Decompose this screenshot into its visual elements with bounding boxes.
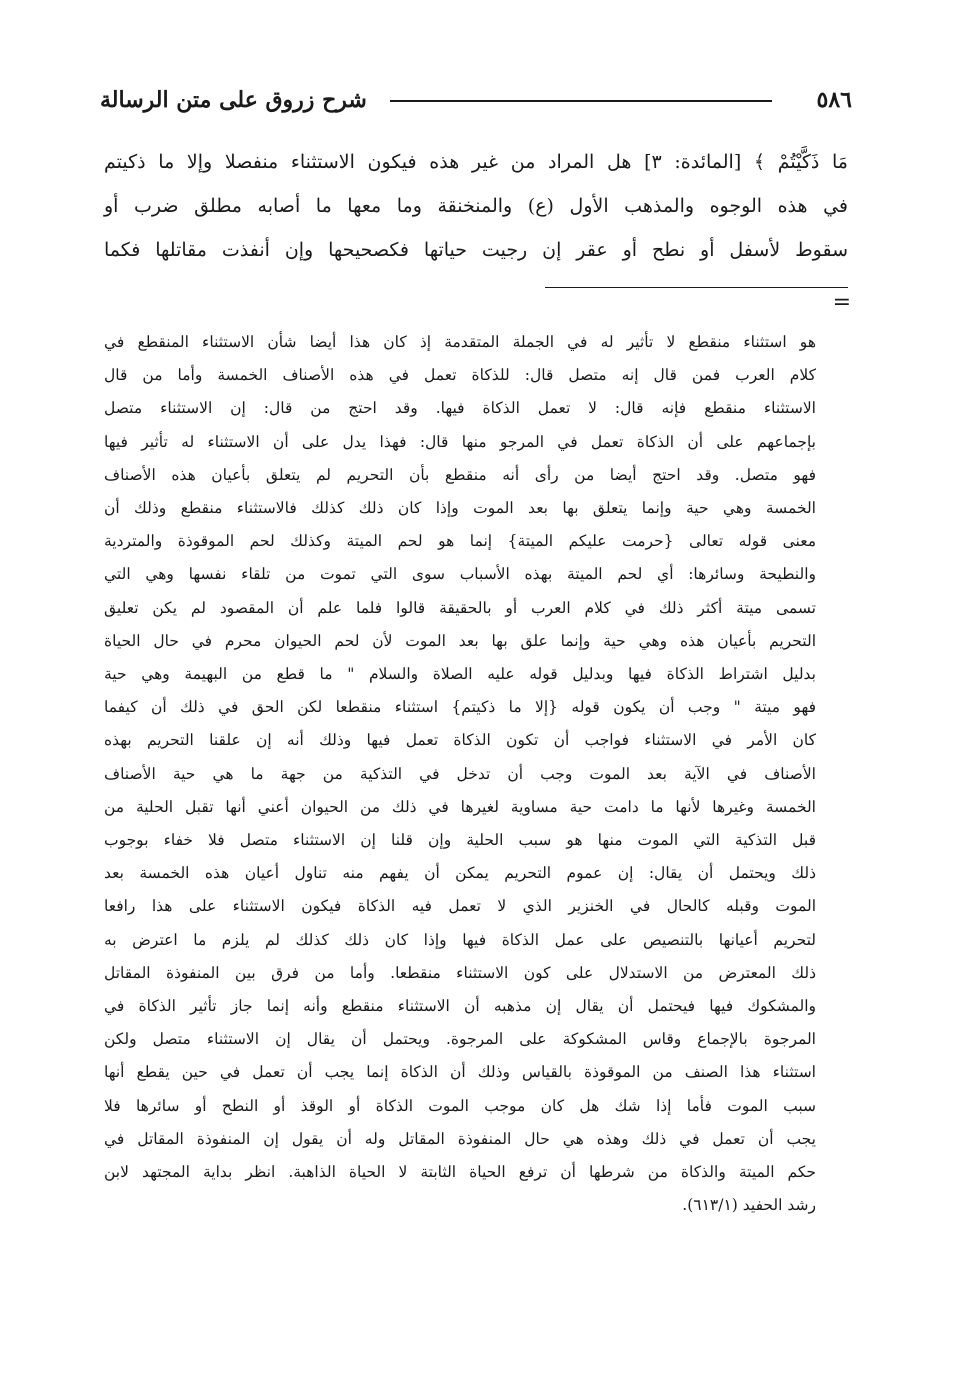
footnote-line: والمشكوك فيها فيحتمل أن يقال إن مذهبه أن الاستثناء منقطع وأنه إنما جاز تأثير الذكاة في: [104, 997, 816, 1016]
running-head: [100, 82, 852, 122]
footnote-line: والنطيحة وسائرها: أي لحم الميتة بهذه الأسباب سوى التي تموت من تلقاء نفسها وهي التي: [104, 565, 816, 584]
page-number: ٥٨٦: [816, 87, 852, 113]
footnote-line: هو استثناء منقطع لا تأثير له في الجملة المتقدمة إذ كان هذا أيضا شأن الاستثناء المنقطع في: [104, 333, 816, 351]
footnote-line: كان الأمر في الاستثناء فواجب أن تكون الذكاة تعمل فيها وذلك أنه إن علقنا التحريم بهذه: [104, 731, 816, 750]
footnote-line: ذلك ويحتمل أن يقال: إن عموم التحريم يمكن أن يفهم منه تناول أعيان هذه الخمسة بعد: [104, 864, 816, 883]
footnote-separator: [545, 287, 848, 288]
footnote-line: معنى قوله تعالى {حرمت عليكم الميتة} إنما هو لحم الميتة وكذلك لحم الموقوذة والمتردية: [104, 532, 816, 551]
footnote-line: فهو متصل. وقد احتج أيضا من رأى أنه منقطع بأن التحريم لم يتعلق بأعيان هذه الأصناف: [104, 465, 816, 484]
footnote-line: قبل التذكية التي الموت منها هو سبب الحلية وإن قلنا إن الاستثناء متصل فلا خفاء بوجوب: [104, 831, 816, 850]
footnote-line: كلام العرب فمن قال إنه متصل قال: للذكاة تعمل في هذه الأصناف الخمسة وأما من قال: [104, 366, 816, 385]
footnote-line: الموت وقبله كالحال في الخنزير الذي لا تعمل فيه الذكاة فيكون الاستثناء على هذا رافعا: [104, 897, 816, 916]
footnote-line: فهو ميتة " وجب أن يكون قوله {إلا ما ذكيتم} استثناء منقطعا لكن الحق في ذلك أن كيفما: [104, 698, 816, 717]
footnote-line: رشد الحفيد (٦١٣/١).: [682, 1196, 816, 1215]
main-text-line: في هذه الوجوه والمذهب الأول (ع) والمنخنقة وما معها ما أصابه مطلق ضرب أو: [104, 195, 848, 217]
footnote-line: بإجماعهم على أن الذكاة تعمل في المرجو منها قال: فهذا يدل على أن الاستثناء له تأثير فيها: [104, 432, 816, 451]
footnote-line: الخمسة وغيرها لأنها ما دامت حية مساوية لغيرها في ذلك من الحيوان أعني أنها تقبل الحلية من: [104, 797, 816, 816]
footnote-line: الخمسة وهي حية وإنما يتعلق بها بعد الموت وإذا كان ذلك كذلك فالاستثناء منقطع وذلك أن: [104, 499, 816, 518]
footnote-line: يجب أن تعمل في ذلك وهذه هي حال المنفوذة المقاتل وله أن يقول إن المنفوذة المقاتل في: [104, 1129, 816, 1148]
footnote: [104, 326, 816, 1222]
main-text-line: سقوط لأسفل أو نطح أو عقر إن رجيت حياتها فكصحيحها وإن أنفذت مقاتلها فكما: [104, 239, 848, 261]
footnote-line: الأصناف في الآية بعد الموت وجب أن تدخل في التذكية من جهة ما هي حية الأصناف: [104, 764, 816, 783]
footnote-line: لتحريم أعيانها بالتنصيص على عمل الذكاة فيها وإذا كان ذلك كذلك لم يلزم ما اعترض به: [104, 930, 816, 949]
main-text-line: مَا ذَكَّيْتُمْ ﴾ [المائدة: ٣] هل المراد من غير هذه فيكون الاستثناء منفصلا وإلا ما ذكيتم: [104, 151, 848, 173]
main-text: [104, 140, 848, 272]
footnote-continuation-marker: =: [832, 290, 851, 315]
footnote-line: سبب الموت فأما إذا شك هل كان موجب الموت الذكاة أو الوقذ أو النطح أو سائرها فلا: [104, 1096, 816, 1115]
header-rule: [390, 100, 772, 102]
footnote-line: ذلك المعترض من الاستدلال على كون الاستثناء منقطعا. وأما من فرق بين المنفوذة المقاتل: [104, 963, 816, 982]
footnote-line: المرجوة بالإجماع وقاس المشكوكة على المرجوة. ويحتمل أن يقال إن الاستثناء متصل ولكن: [104, 1030, 816, 1049]
footnote-line: بدليل اشتراط الذكاة فيها وبدليل قوله عليه الصلاة والسلام " ما قطع من البهيمة وهي حية: [104, 665, 816, 684]
footnote-line: حكم الميتة والذكاة من شرطها أن ترفع الحياة الثابتة لا الحياة الذاهبة. انظر بداية المجتهد لابن: [104, 1163, 816, 1182]
book-title: شرح زروق على متن الرسالة: [100, 87, 367, 113]
footnote-line: تسمى ميتة أكثر ذلك في كلام العرب أو بالحقيقة قالوا فلما علم أن المقصود لم يكن تعليق: [104, 598, 816, 617]
footnote-line: التحريم بأعيان هذه وهي حية وإنما علق بها بعد الموت لأن لحم الحيوان محرم في حال الحياة: [104, 631, 816, 650]
footnote-line: الاستثناء منقطع فإنه قال: لا تعمل الذكاة فيها. وقد احتج من قال: إن الاستثناء متصل: [104, 399, 816, 418]
footnote-line: استثناء هذا الصنف من الموقوذة بالقياس وذلك أن الذكاة إنما يجب أن تعمل في حين يقطع أنها: [104, 1063, 816, 1082]
